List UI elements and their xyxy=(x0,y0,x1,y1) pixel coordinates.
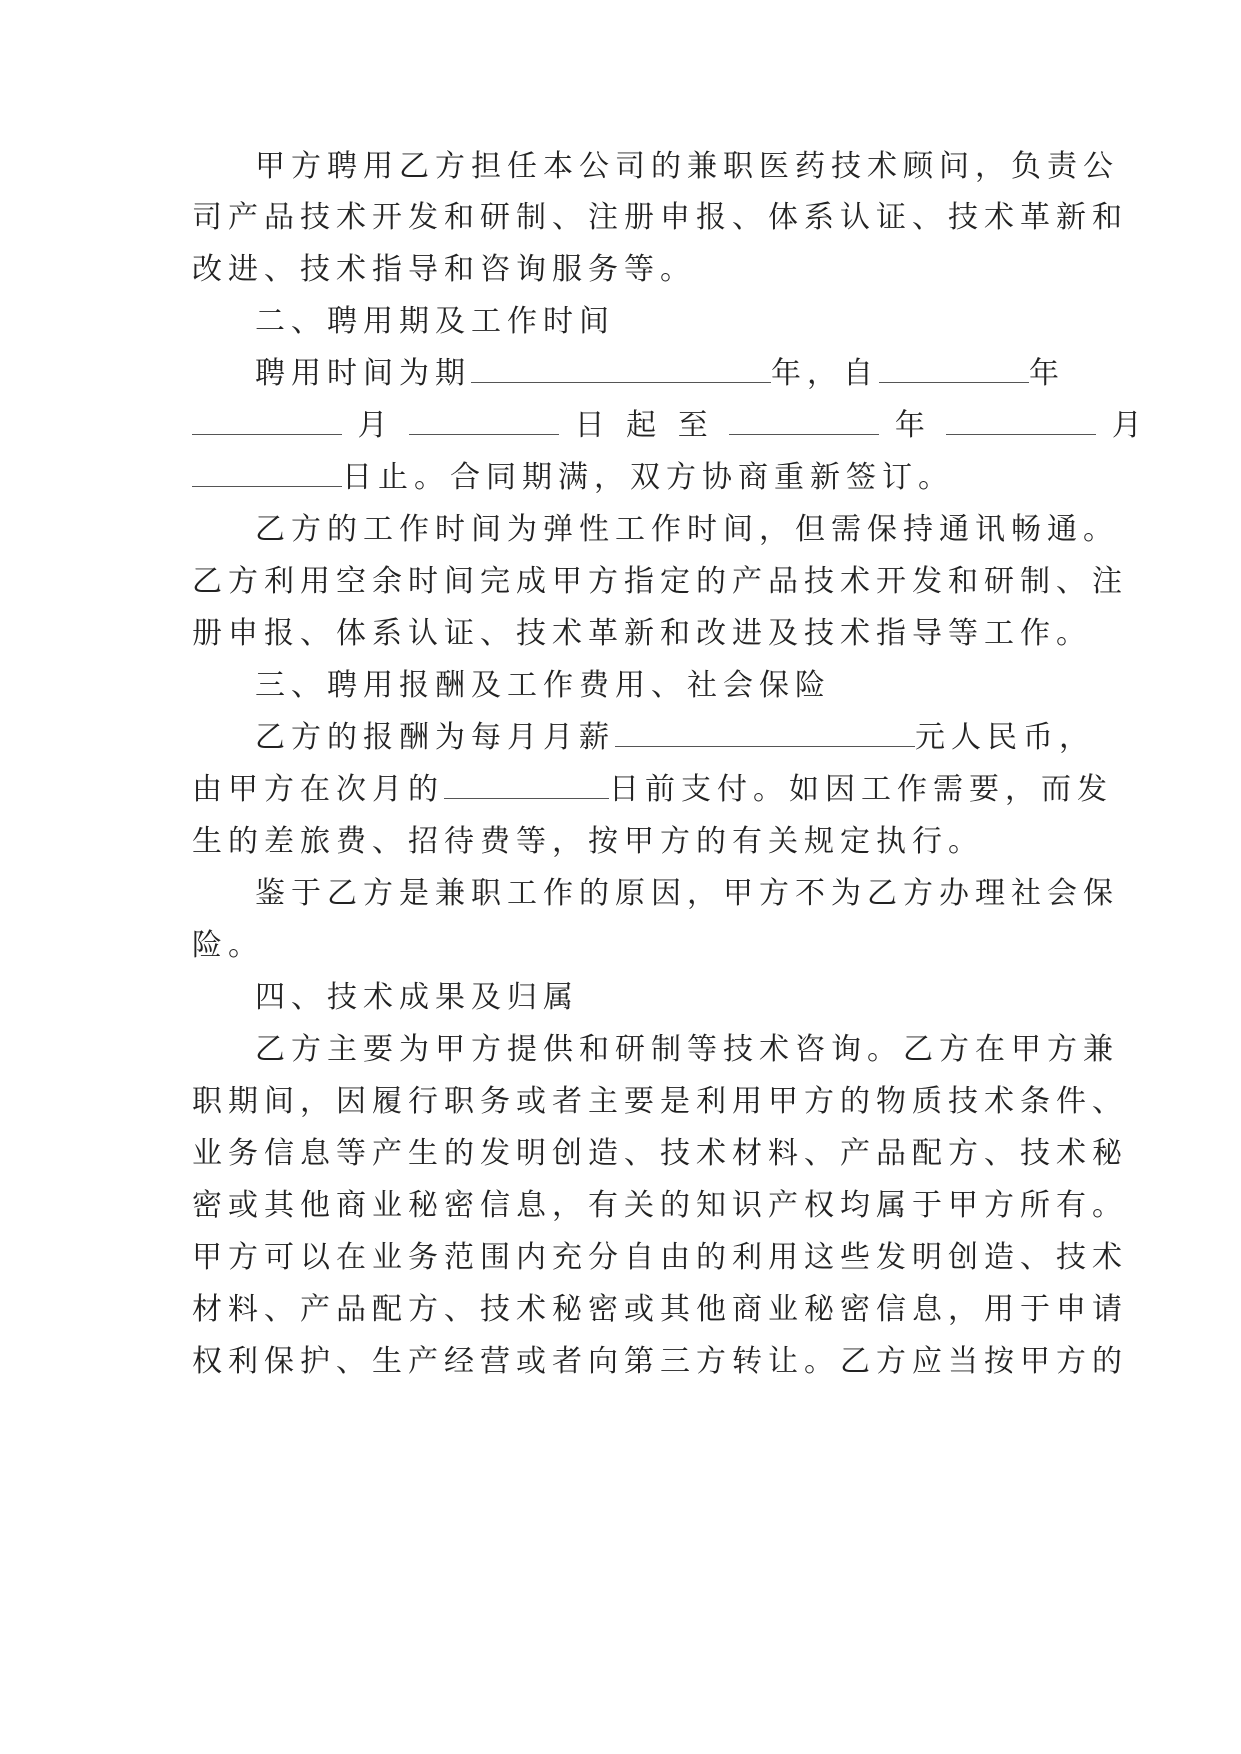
paragraph-line: 业务信息等产生的发明创造、技术材料、产品配方、技术秘 xyxy=(192,1136,1128,1171)
paragraph-line: 甲方聘用乙方担任本公司的兼职医药技术顾问，负责公 xyxy=(255,149,1119,184)
term-years-blank xyxy=(471,358,771,383)
paragraph-line: 密或其他商业秘密信息，有关的知识产权均属于甲方所有。 xyxy=(192,1188,1128,1223)
salary-blank xyxy=(615,722,915,747)
start-day-label: 日 起 至 xyxy=(574,408,714,443)
pay-line-1 xyxy=(255,718,1095,758)
start-month-label: 月 xyxy=(357,408,394,443)
end-month-blank xyxy=(946,410,1096,435)
end-year-label: 年 xyxy=(894,408,931,443)
section-heading: 三、聘用报酬及工作费用、社会保险 xyxy=(255,668,831,703)
term-line-2 xyxy=(192,406,1148,446)
paragraph-line: 生的差旅费、招待费等，按甲方的有关规定执行。 xyxy=(192,824,984,859)
start-day-blank xyxy=(409,410,559,435)
paragraph-line: 权利保护、生产经营或者向第三方转让。乙方应当按甲方的 xyxy=(192,1344,1128,1379)
paragraph-line: 材料、产品配方、技术秘密或其他商业秘密信息，用于申请 xyxy=(192,1292,1128,1327)
paragraph-line: 乙方主要为甲方提供和研制等技术咨询。乙方在甲方兼 xyxy=(255,1032,1119,1067)
section-heading: 四、技术成果及归属 xyxy=(255,980,579,1015)
pay-prefix: 乙方的报酬为每月月薪 xyxy=(255,720,615,755)
paragraph-line: 司产品技术开发和研制、注册申报、体系认证、技术革新和 xyxy=(192,200,1128,235)
paragraph-line: 改进、技术指导和咨询服务等。 xyxy=(192,252,696,287)
term-end-text: 日止。合同期满，双方协商重新签订。 xyxy=(342,460,954,495)
term-prefix: 聘用时间为期 xyxy=(255,356,471,391)
term-line-3 xyxy=(192,458,1052,498)
pay-line2-suffix: 日前支付。如因工作需要，而发 xyxy=(609,772,1113,807)
paragraph-line: 册申报、体系认证、技术革新和改进及技术指导等工作。 xyxy=(192,616,1092,651)
paragraph-line: 甲方可以在业务范围内充分自由的利用这些发明创造、技术 xyxy=(192,1240,1128,1275)
paragraph-line: 险。 xyxy=(192,928,264,963)
start-year-blank xyxy=(879,358,1029,383)
paragraph-line: 职期间，因履行职务或者主要是利用甲方的物质技术条件、 xyxy=(192,1084,1128,1119)
pay-line-2 xyxy=(192,770,1113,810)
end-day-blank xyxy=(192,462,342,487)
term-line-1 xyxy=(255,354,1065,394)
term-year-label: 年，自 xyxy=(771,356,879,391)
paragraph-line: 鉴于乙方是兼职工作的原因，甲方不为乙方办理社会保 xyxy=(255,876,1119,911)
end-month-label: 月 xyxy=(1111,408,1148,443)
paragraph-line: 乙方的工作时间为弹性工作时间，但需保持通讯畅通。 xyxy=(255,512,1119,547)
pay-day-blank xyxy=(444,774,609,799)
end-year-blank xyxy=(729,410,879,435)
section-heading: 二、聘用期及工作时间 xyxy=(255,304,615,339)
start-month-blank xyxy=(192,410,342,435)
paragraph-line: 乙方利用空余时间完成甲方指定的产品技术开发和研制、注 xyxy=(192,564,1128,599)
pay-suffix: 元人民币， xyxy=(915,720,1095,755)
start-year-label: 年 xyxy=(1029,356,1065,391)
pay-line2-prefix: 由甲方在次月的 xyxy=(192,772,444,807)
